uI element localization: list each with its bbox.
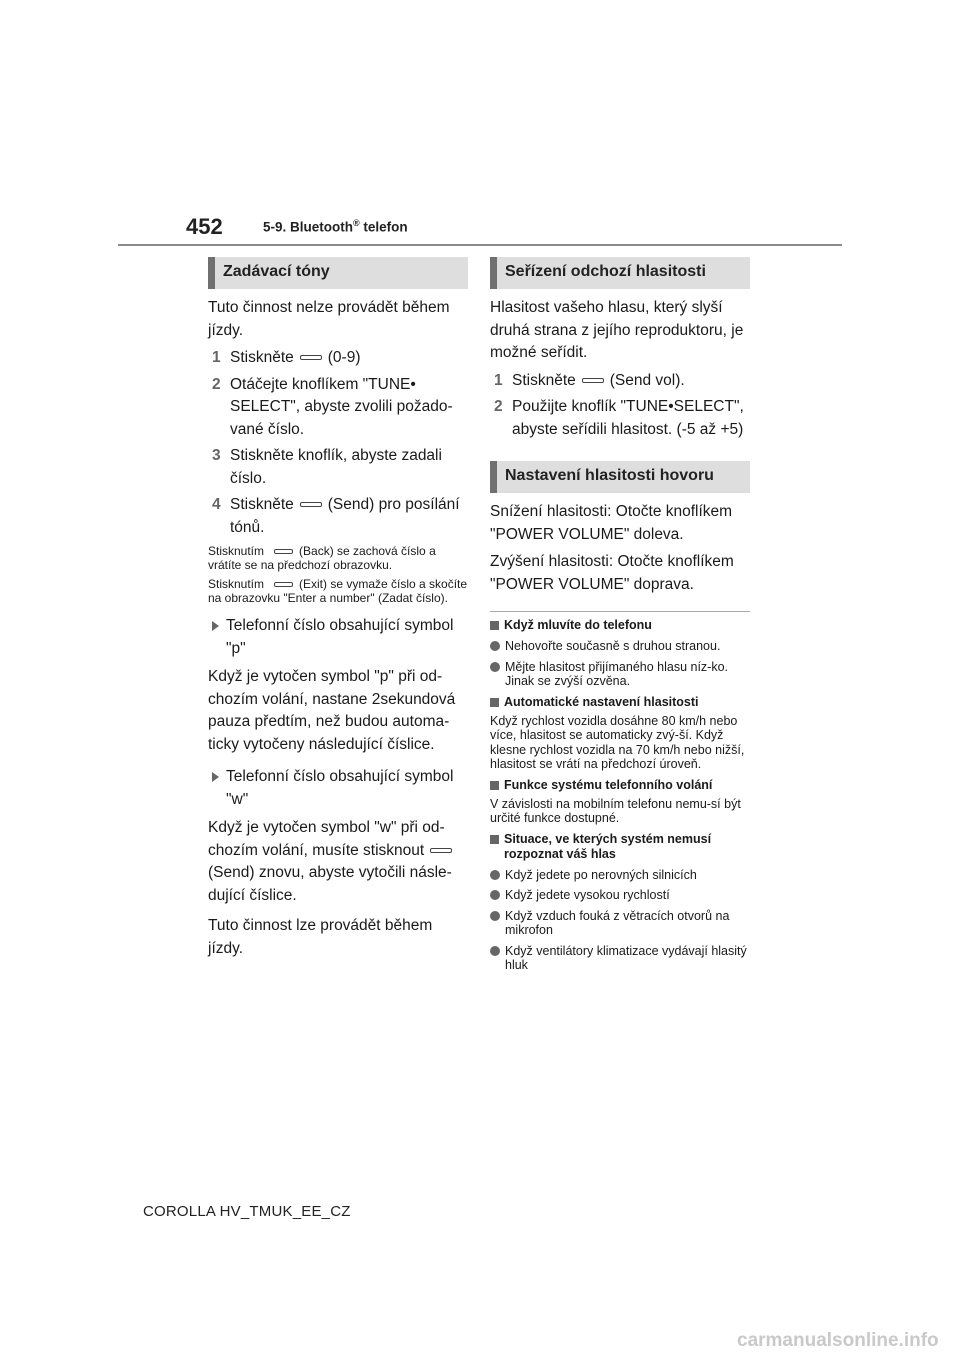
footer-model-code: COROLLA HV_TMUK_EE_CZ <box>143 1203 351 1220</box>
round-bullet-icon <box>490 662 500 672</box>
square-bullet-icon <box>490 781 499 790</box>
heading-hlasitost-hovoru: Nastavení hlasitosti hovoru <box>490 461 750 493</box>
step-4: 4 Stiskněte (Send) pro posílání tónů. <box>212 496 460 536</box>
intro-text: Tuto činnost nelze provádět během jízdy. <box>208 299 450 339</box>
step-3: 3 Stiskněte knoflík, abyste zadali číslo. <box>212 447 442 487</box>
round-bullet-icon <box>490 946 500 956</box>
note-back: Stisknutím (Back) se zachová číslo a vrátíte se na předchozí obrazovku. <box>208 544 436 572</box>
header-divider <box>118 244 842 246</box>
screen-button-icon <box>274 582 293 587</box>
screen-button-icon <box>430 848 452 853</box>
square-bullet-icon <box>490 621 499 630</box>
note-bullet: Nehovořte současně s druhou stranou. <box>490 639 750 654</box>
right-step-1: 1 Stiskněte (Send vol). <box>494 371 685 389</box>
note-heading-voice-recognition: Situace, ve kterých systém nemusí rozpoznat váš hlas <box>490 832 750 862</box>
symbol-w-text: Když je vytočen symbol "w" při od-chozím volání, musíte stisknout(Send) znovu, abyste vytočili násle-dující číslice. <box>208 819 452 904</box>
arrow-bullet-icon <box>212 621 219 631</box>
watermark: carmanualsonline.info <box>737 1330 939 1351</box>
note-bullet: Když jedete po nerovných silnicích <box>490 868 750 883</box>
symbol-p-text: Když je vytočen symbol "p" při od-chozím volání, nastane 2sekundová pauza předtím, než budou automa-ticky vytočeny následující číslice. <box>208 668 456 753</box>
outro-text: Tuto činnost lze provádět během jízdy. <box>208 917 433 957</box>
heading-zadavaci-tony: Zadávací tóny <box>208 257 468 289</box>
note-exit: Stisknutím (Exit) se vymaže číslo a skočíte na obrazovku "Enter a number" (Zadat číslo). <box>208 577 468 605</box>
note-bullet: Když ventilátory klimatizace vydávají hlasitý hluk <box>490 944 750 973</box>
screen-button-icon <box>300 502 322 507</box>
volume-up-text: Zvýšení hlasitosti: Otočte knoflíkem "POWER VOLUME" doprava. <box>490 553 734 593</box>
left-column <box>208 257 468 965</box>
note-bullet: Když vzduch fouká z větracích otvorů na mikrofon <box>490 909 750 938</box>
note-bullet: Mějte hlasitost přijímaného hlasu níz-ko. Jinak se zvýší ozvěna. <box>490 660 750 689</box>
round-bullet-icon <box>490 911 500 921</box>
arrow-bullet-icon <box>212 772 219 782</box>
round-bullet-icon <box>490 870 500 880</box>
screen-button-icon <box>582 378 604 383</box>
square-bullet-icon <box>490 698 499 707</box>
note-heading-call-functions: Funkce systému telefonního volání <box>490 778 750 793</box>
heading-odchozi-hlasitost: Seřízení odchozí hlasitosti <box>490 257 750 289</box>
screen-button-icon <box>300 355 322 360</box>
step-2: 2 Otáčejte knoflíkem "TUNE• SELECT", abyste zvolili požado-vané číslo. <box>212 375 453 438</box>
section-title: 5-9. Bluetooth® telefon <box>263 218 408 235</box>
square-bullet-icon <box>490 835 499 844</box>
note-heading-auto-volume: Automatické nastavení hlasitosti <box>490 695 750 710</box>
note-auto-volume-text: Když rychlost vozidla dosáhne 80 km/h nebo více, hlasitost se automaticky zvý-ší. Když klesne rychlost vozidla na 70 km/h nebo nižší, hlasitost se vrátí na předchozí úroveň. <box>490 713 745 771</box>
subsection-symbol-w: Telefonní číslo obsahující symbol "w" <box>208 766 468 811</box>
notes-divider <box>490 611 750 612</box>
subsection-symbol-p: Telefonní číslo obsahující symbol "p" <box>208 615 468 660</box>
volume-down-text: Snížení hlasitosti: Otočte knoflíkem "POWER VOLUME" doleva. <box>490 503 733 543</box>
round-bullet-icon <box>490 890 500 900</box>
screen-button-icon <box>274 549 293 554</box>
step-1: 1 Stiskněte (0-9) <box>212 349 361 366</box>
note-call-functions-text: V závislosti na mobilním telefonu nemu-sí být určité funkce dostupné. <box>490 796 741 825</box>
page-number: 452 <box>186 214 223 239</box>
right-intro-text: Hlasitost vašeho hlasu, který slyší druhá strana z jejího reproduktoru, je možné seřídit. <box>490 299 744 361</box>
right-step-2: 2 Použijte knoflík "TUNE•SELECT", abyste seřídili hlasitost. (-5 až +5) <box>494 398 744 438</box>
note-heading-phone-talk: Když mluvíte do telefonu <box>490 618 750 633</box>
right-column <box>490 257 750 973</box>
round-bullet-icon <box>490 641 500 651</box>
note-bullet: Když jedete vysokou rychlostí <box>490 888 750 903</box>
